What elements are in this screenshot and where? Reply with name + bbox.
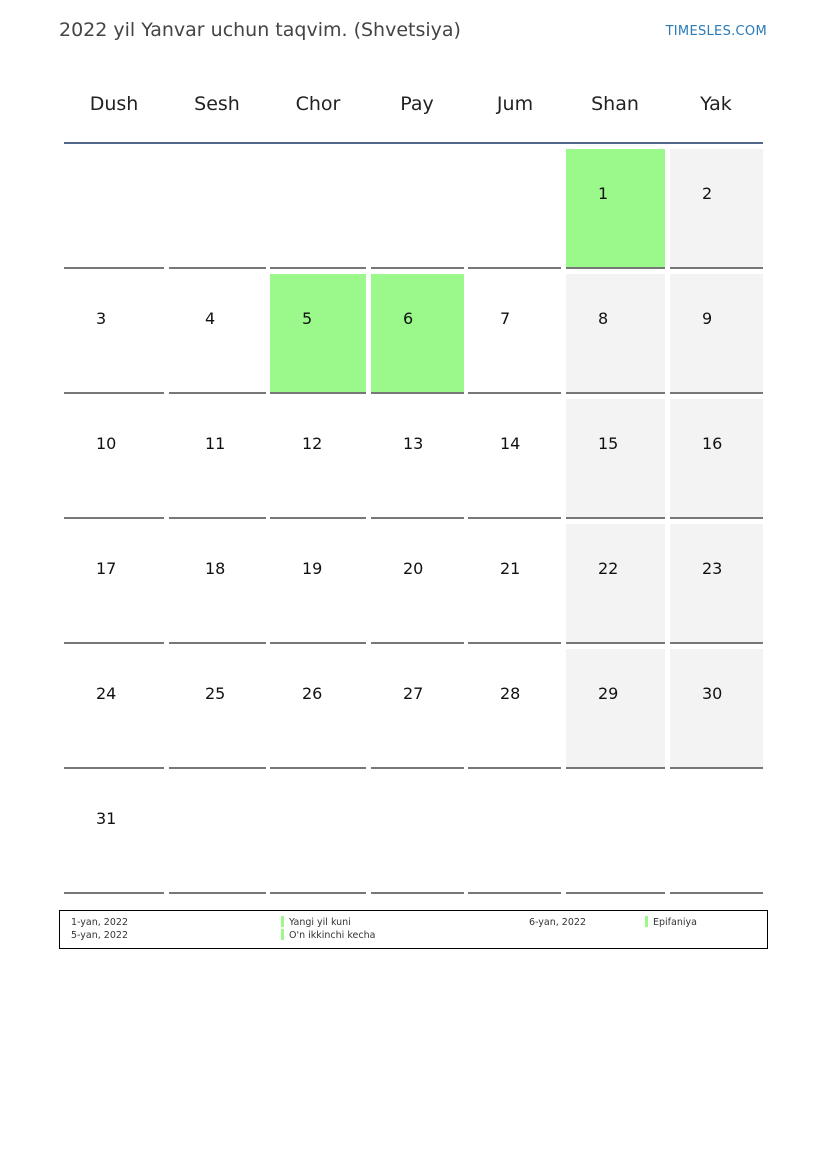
day-number: 19 <box>302 559 323 578</box>
legend-holiday-name: Yangi yil kuni <box>289 917 351 928</box>
day-cell <box>566 519 665 644</box>
day-cell-background <box>670 774 763 894</box>
day-cell <box>670 644 763 769</box>
holiday-color-swatch <box>281 916 284 927</box>
day-number: 18 <box>205 559 226 578</box>
day-cell <box>64 769 164 894</box>
day-number: 5 <box>302 309 313 328</box>
day-cell-underline <box>566 892 665 894</box>
day-cell-background <box>270 649 366 769</box>
day-number: 21 <box>500 559 521 578</box>
day-number: 23 <box>702 559 723 578</box>
day-number: 24 <box>96 684 117 703</box>
day-number: 31 <box>96 809 117 828</box>
weekday-header: Dush <box>89 93 139 115</box>
day-number: 22 <box>598 559 619 578</box>
day-number: 2 <box>702 184 713 203</box>
day-number: 15 <box>598 434 619 453</box>
brand-link[interactable]: TIMESLES.COM <box>665 24 767 39</box>
day-number: 12 <box>302 434 323 453</box>
empty-day-cell <box>670 769 763 894</box>
calendar-week-row <box>64 269 763 394</box>
holiday-color-swatch <box>645 916 648 927</box>
day-cell <box>566 269 665 394</box>
day-number: 1 <box>598 184 609 203</box>
day-cell-underline <box>468 892 561 894</box>
day-number: 14 <box>500 434 521 453</box>
day-cell-background <box>371 149 464 269</box>
day-cell <box>566 394 665 519</box>
day-cell <box>64 394 164 519</box>
day-number: 20 <box>403 559 424 578</box>
day-number: 28 <box>500 684 521 703</box>
day-cell-background <box>468 649 561 769</box>
day-cell-background <box>270 524 366 644</box>
day-number: 4 <box>205 309 216 328</box>
day-number: 7 <box>500 309 511 328</box>
day-number: 6 <box>403 309 414 328</box>
empty-day-cell <box>270 769 366 894</box>
day-cell-background <box>169 399 266 519</box>
calendar <box>64 80 763 894</box>
weekday-header: Sesh <box>194 93 240 115</box>
day-cell-background <box>64 774 164 894</box>
day-cell <box>670 394 763 519</box>
day-cell <box>468 519 561 644</box>
day-cell <box>371 269 464 394</box>
day-number: 16 <box>702 434 723 453</box>
holiday-color-swatch <box>281 929 284 940</box>
day-cell <box>64 519 164 644</box>
calendar-week-row <box>64 769 763 894</box>
day-number: 30 <box>702 684 723 703</box>
day-cell <box>670 144 763 269</box>
holiday-legend <box>59 910 768 949</box>
legend-holiday-name: O'n ikkinchi kecha <box>289 930 376 941</box>
day-cell <box>169 519 266 644</box>
day-cell <box>566 144 665 269</box>
day-cell <box>468 644 561 769</box>
day-number: 26 <box>302 684 323 703</box>
empty-day-cell <box>566 769 665 894</box>
day-cell-background <box>64 149 164 269</box>
calendar-week-row <box>64 144 763 269</box>
legend-holiday-name: Epifaniya <box>653 917 697 928</box>
empty-day-cell <box>270 144 366 269</box>
day-cell <box>270 394 366 519</box>
empty-day-cell <box>371 144 464 269</box>
day-cell-background <box>670 524 763 644</box>
day-cell-background <box>468 524 561 644</box>
day-cell-background <box>670 649 763 769</box>
legend-date: 5-yan, 2022 <box>71 930 128 941</box>
empty-day-cell <box>468 769 561 894</box>
day-cell <box>169 394 266 519</box>
weekday-header: Yak <box>700 93 732 115</box>
day-cell-background <box>270 149 366 269</box>
day-cell-underline <box>670 892 763 894</box>
day-cell <box>64 644 164 769</box>
day-number: 8 <box>598 309 609 328</box>
legend-date: 1-yan, 2022 <box>71 917 128 928</box>
day-cell-background <box>371 524 464 644</box>
day-cell-background <box>468 774 561 894</box>
day-cell-background <box>270 274 366 394</box>
day-cell-background <box>270 399 366 519</box>
day-cell-background <box>670 149 763 269</box>
day-cell-underline <box>270 892 366 894</box>
day-number: 9 <box>702 309 713 328</box>
day-cell-background <box>64 274 164 394</box>
empty-day-cell <box>371 769 464 894</box>
weekday-header: Shan <box>591 93 639 115</box>
day-cell-background <box>169 774 266 894</box>
day-cell-background <box>169 274 266 394</box>
day-cell-background <box>64 649 164 769</box>
day-cell-background <box>468 274 561 394</box>
empty-day-cell <box>468 144 561 269</box>
weekday-header: Pay <box>400 93 434 115</box>
day-cell <box>270 644 366 769</box>
empty-day-cell <box>64 144 164 269</box>
day-number: 25 <box>205 684 226 703</box>
empty-day-cell <box>169 769 266 894</box>
day-number: 3 <box>96 309 107 328</box>
day-cell <box>371 519 464 644</box>
empty-day-cell <box>169 144 266 269</box>
day-cell-underline <box>371 892 464 894</box>
day-cell <box>270 519 366 644</box>
day-cell <box>371 644 464 769</box>
day-cell-background <box>371 274 464 394</box>
day-number: 27 <box>403 684 424 703</box>
day-cell-background <box>566 274 665 394</box>
day-cell <box>566 644 665 769</box>
day-cell-background <box>468 399 561 519</box>
day-cell-underline <box>169 892 266 894</box>
page-title: 2022 yil Yanvar uchun taqvim. (Shvetsiya) <box>59 19 461 41</box>
day-cell <box>670 269 763 394</box>
day-cell <box>670 519 763 644</box>
day-cell-background <box>169 649 266 769</box>
day-cell-background <box>270 774 366 894</box>
weekday-header: Chor <box>295 93 341 115</box>
day-cell <box>64 269 164 394</box>
day-cell <box>169 269 266 394</box>
day-cell-background <box>566 524 665 644</box>
day-cell-background <box>64 524 164 644</box>
calendar-week-row <box>64 644 763 769</box>
day-cell <box>169 644 266 769</box>
day-number: 29 <box>598 684 619 703</box>
day-cell-background <box>371 399 464 519</box>
day-cell <box>468 394 561 519</box>
day-number: 13 <box>403 434 424 453</box>
day-cell-background <box>670 274 763 394</box>
day-cell <box>371 394 464 519</box>
day-cell-background <box>566 399 665 519</box>
day-cell-background <box>566 774 665 894</box>
day-cell-background <box>169 149 266 269</box>
day-cell-background <box>169 524 266 644</box>
calendar-week-row <box>64 519 763 644</box>
calendar-week-row <box>64 394 763 519</box>
day-cell-background <box>566 649 665 769</box>
legend-date: 6-yan, 2022 <box>529 917 586 928</box>
day-cell <box>468 269 561 394</box>
day-number: 10 <box>96 434 117 453</box>
day-cell-background <box>371 774 464 894</box>
day-cell-background <box>670 399 763 519</box>
weekday-header: Jum <box>496 93 534 115</box>
day-cell-background <box>64 399 164 519</box>
day-cell <box>270 269 366 394</box>
day-cell-background <box>566 149 665 269</box>
weekday-header-row <box>64 80 763 144</box>
day-number: 11 <box>205 434 226 453</box>
calendar-weeks <box>64 144 763 894</box>
day-cell-underline <box>64 892 164 894</box>
day-number: 17 <box>96 559 117 578</box>
day-cell-background <box>371 649 464 769</box>
day-cell-background <box>468 149 561 269</box>
